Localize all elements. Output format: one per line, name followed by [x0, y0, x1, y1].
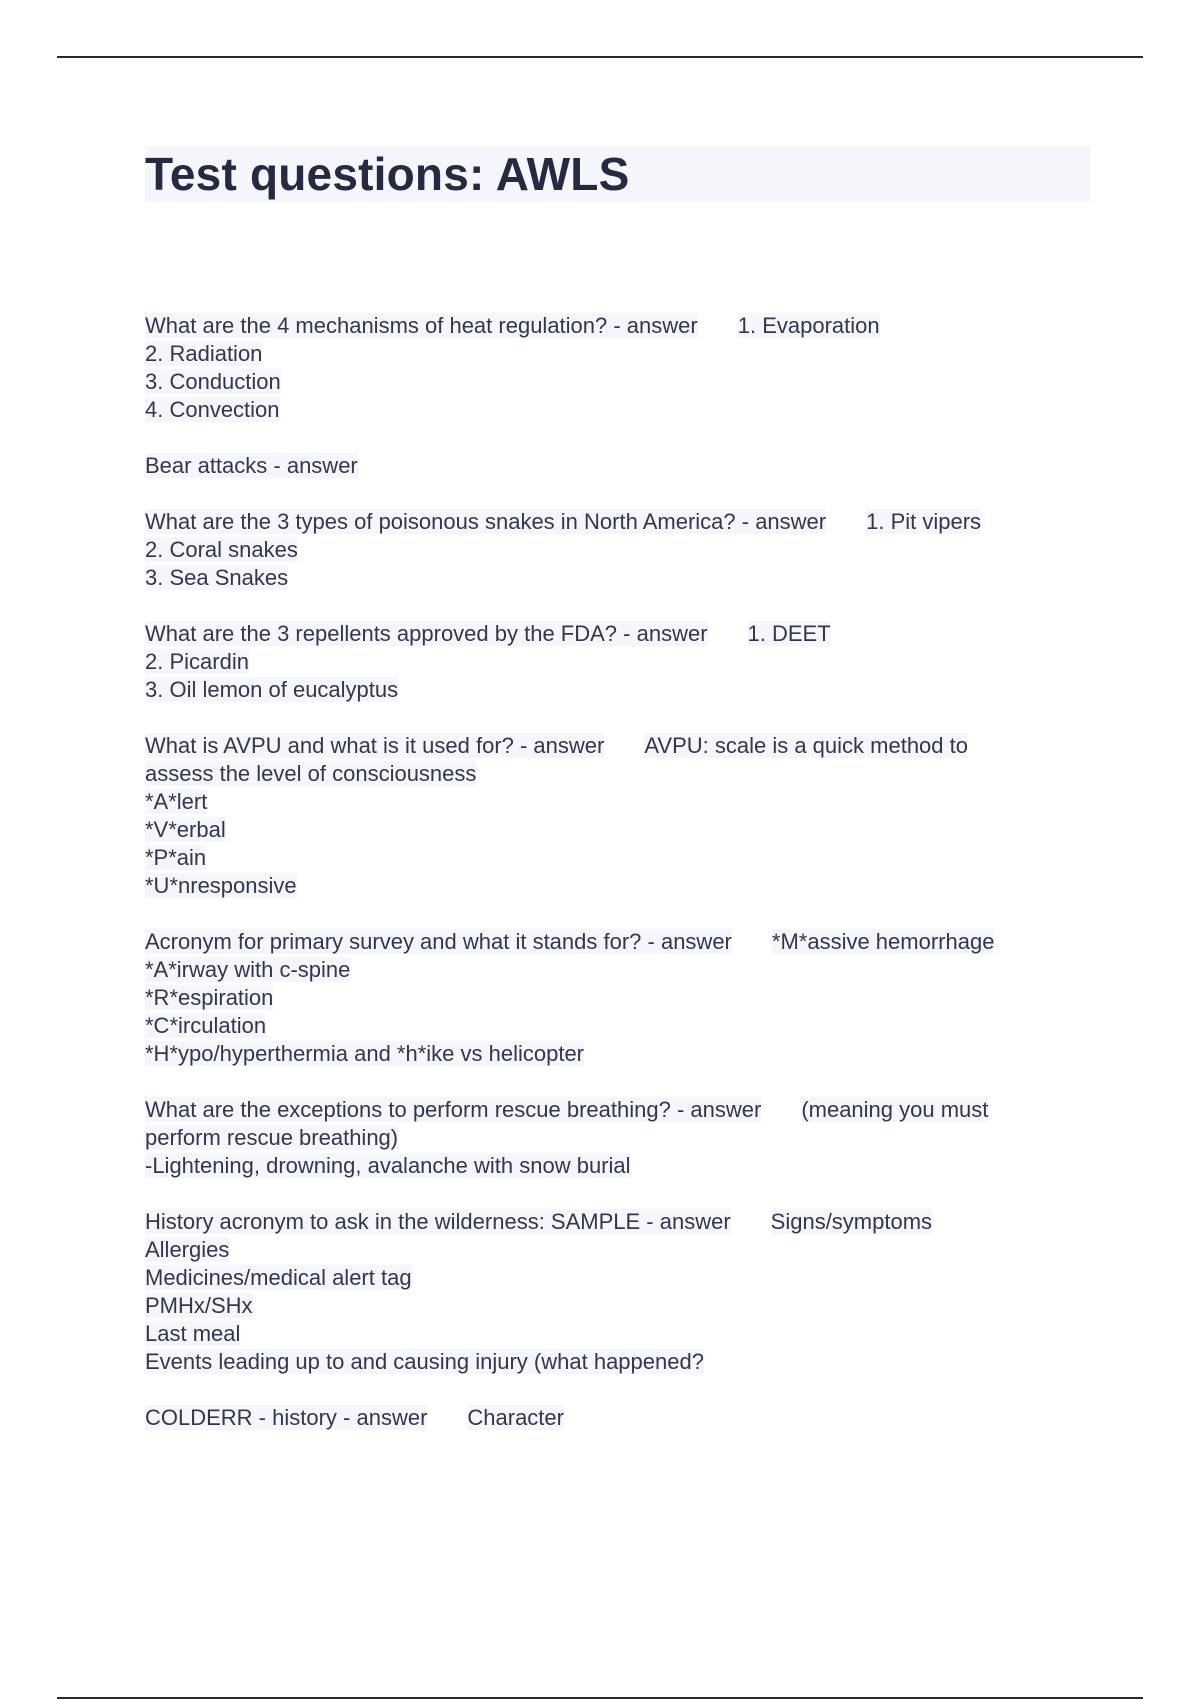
- question-text: What are the 4 mechanisms of heat regulation? - answer: [145, 313, 698, 338]
- top-rule: [57, 56, 1143, 58]
- qa-question-line: [145, 508, 1085, 536]
- answer-first-line: (meaning you must: [801, 1097, 989, 1122]
- answer-first-line: 1. Evaporation: [737, 313, 880, 338]
- answer-line-text: PMHx/SHx: [145, 1293, 253, 1318]
- qa-list: [145, 312, 1085, 1460]
- answer-line: [145, 1292, 1085, 1320]
- answer-first-line: AVPU: scale is a quick method to: [644, 733, 968, 758]
- answer-line: [145, 1040, 1085, 1068]
- qa-item: [145, 312, 1085, 424]
- qa-question-line: [145, 1208, 1085, 1236]
- answer-line-text: -Lightening, drowning, avalanche with snow burial: [145, 1153, 631, 1178]
- bottom-rule: [57, 1697, 1143, 1699]
- answer-line-text: *U*nresponsive: [145, 873, 297, 898]
- question-text: What is AVPU and what is it used for? - answer: [145, 733, 605, 758]
- qa-question-line: [145, 1404, 1085, 1432]
- qa-question-line: [145, 452, 1085, 480]
- qa-item: [145, 732, 1085, 900]
- qa-item: [145, 1096, 1085, 1180]
- question-text: What are the exceptions to perform rescue breathing? - answer: [145, 1097, 762, 1122]
- answer-line: [145, 1124, 1085, 1152]
- answer-line: [145, 368, 1085, 396]
- answer-line-text: Last meal: [145, 1321, 241, 1346]
- answer-first-line: Character: [467, 1405, 564, 1430]
- question-text: History acronym to ask in the wilderness: SAMPLE - answer: [145, 1209, 731, 1234]
- answer-line-text: *R*espiration: [145, 985, 274, 1010]
- answer-line: [145, 1012, 1085, 1040]
- qa-item: [145, 452, 1085, 480]
- answer-line: [145, 536, 1085, 564]
- answer-line: [145, 564, 1085, 592]
- answer-line-text: *H*ypo/hyperthermia and *h*ike vs helicopter: [145, 1041, 585, 1066]
- answer-line-text: *V*erbal: [145, 817, 226, 842]
- answer-line: [145, 648, 1085, 676]
- answer-line-text: *C*irculation: [145, 1013, 267, 1038]
- answer-line-text: *A*irway with c-spine: [145, 957, 351, 982]
- question-text: Bear attacks - answer: [145, 453, 358, 478]
- page-title: Test questions: AWLS: [145, 148, 630, 200]
- question-text: COLDERR - history - answer: [145, 1405, 428, 1430]
- answer-first-line: 1. Pit vipers: [866, 509, 982, 534]
- answer-line-text: 3. Oil lemon of eucalyptus: [145, 677, 399, 702]
- question-text: What are the 3 repellents approved by the FDA? - answer: [145, 621, 708, 646]
- qa-question-line: [145, 620, 1085, 648]
- answer-line-text: 2. Picardin: [145, 649, 249, 674]
- answer-line: [145, 396, 1085, 424]
- answer-line: [145, 788, 1085, 816]
- answer-first-line: 1. DEET: [747, 621, 831, 646]
- qa-item: [145, 508, 1085, 592]
- answer-line-text: *P*ain: [145, 845, 207, 870]
- answer-line-text: Medicines/medical alert tag: [145, 1265, 412, 1290]
- answer-line: [145, 676, 1085, 704]
- qa-question-line: [145, 928, 1085, 956]
- answer-first-line: *M*assive hemorrhage: [771, 929, 995, 954]
- answer-line: [145, 1152, 1085, 1180]
- answer-line: [145, 340, 1085, 368]
- qa-item: [145, 620, 1085, 704]
- answer-line: [145, 1348, 1085, 1376]
- question-text: Acronym for primary survey and what it stands for? - answer: [145, 929, 732, 954]
- qa-item: [145, 1208, 1085, 1376]
- answer-line-text: assess the level of consciousness: [145, 761, 477, 786]
- answer-line-text: 4. Convection: [145, 397, 280, 422]
- qa-item: [145, 1404, 1085, 1432]
- answer-line-text: Events leading up to and causing injury (what happened?: [145, 1349, 704, 1374]
- answer-first-line: Signs/symptoms: [770, 1209, 933, 1234]
- qa-question-line: [145, 732, 1085, 760]
- answer-line-text: 3. Sea Snakes: [145, 565, 289, 590]
- answer-line-text: 2. Coral snakes: [145, 537, 298, 562]
- answer-line-text: Allergies: [145, 1237, 230, 1262]
- answer-line-text: perform rescue breathing): [145, 1125, 399, 1150]
- qa-question-line: [145, 312, 1085, 340]
- answer-line: [145, 1264, 1085, 1292]
- answer-line-text: *A*lert: [145, 789, 208, 814]
- answer-line: [145, 844, 1085, 872]
- answer-line: [145, 816, 1085, 844]
- answer-line: [145, 984, 1085, 1012]
- answer-line: [145, 760, 1085, 788]
- qa-item: [145, 928, 1085, 1068]
- qa-question-line: [145, 1096, 1085, 1124]
- answer-line: [145, 1236, 1085, 1264]
- answer-line: [145, 872, 1085, 900]
- question-text: What are the 3 types of poisonous snakes in North America? - answer: [145, 509, 827, 534]
- answer-line: [145, 956, 1085, 984]
- answer-line-text: 2. Radiation: [145, 341, 263, 366]
- answer-line-text: 3. Conduction: [145, 369, 281, 394]
- answer-line: [145, 1320, 1085, 1348]
